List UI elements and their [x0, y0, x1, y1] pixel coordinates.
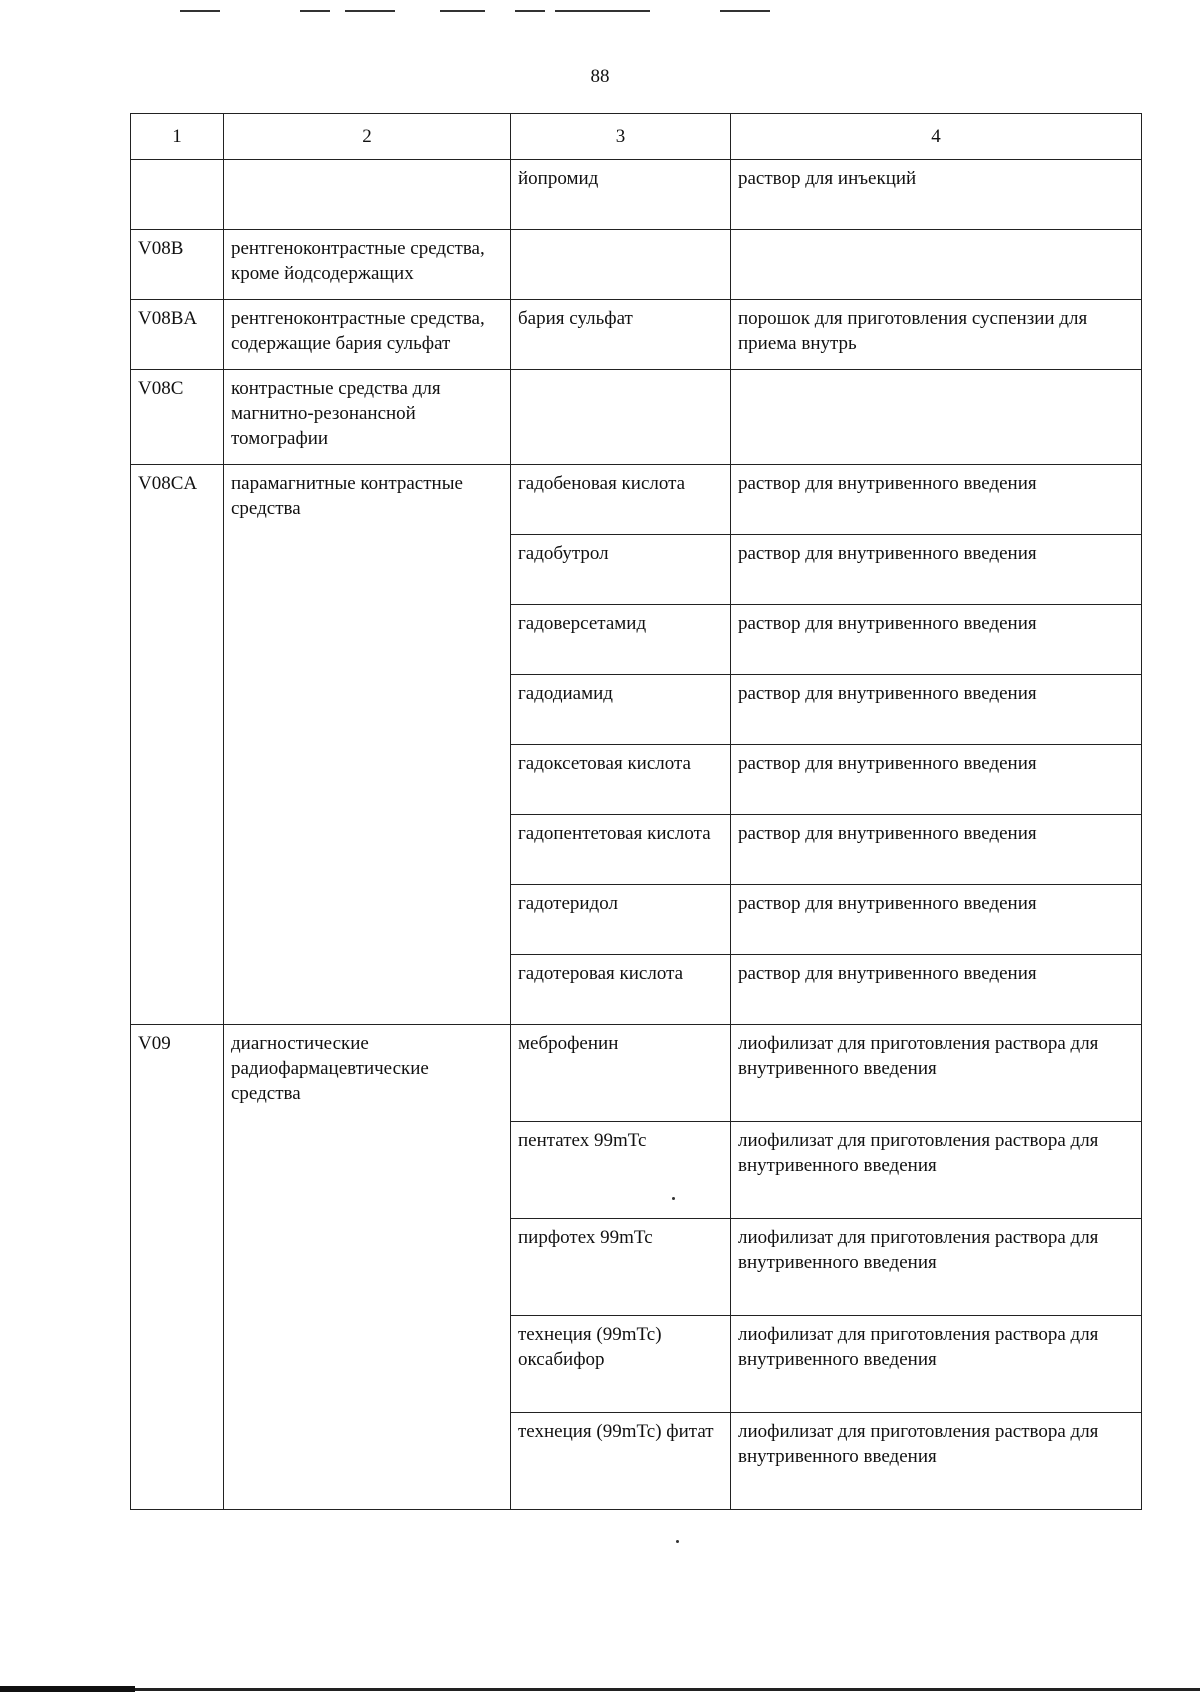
column-header: 2	[224, 114, 511, 160]
scan-artifact-line	[345, 10, 395, 12]
group-name-cell: парамагнитные контрастные средства	[224, 465, 511, 1025]
drug-name-cell	[511, 370, 731, 465]
page-number: 88	[590, 66, 610, 87]
drug-name-cell: гадодиамид	[511, 675, 731, 745]
scan-artifact-line	[515, 10, 545, 12]
group-name-cell: рентгеноконтрастные средства, кроме йодсодержащих	[224, 230, 511, 300]
drug-name-cell: гадотеридол	[511, 885, 731, 955]
column-header: 3	[511, 114, 731, 160]
drug-name-cell: пентатех 99mTc	[511, 1122, 731, 1219]
drug-name-cell: йопромид	[511, 160, 731, 230]
dosage-form-cell: раствор для внутривенного введения	[731, 675, 1142, 745]
drug-name-cell: гадотеровая кислота	[511, 955, 731, 1025]
scan-artifact-line	[555, 10, 650, 12]
dosage-form-cell: раствор для внутривенного введения	[731, 535, 1142, 605]
drug-name-cell: гадобутрол	[511, 535, 731, 605]
table-body	[131, 160, 1142, 1510]
atc-code-cell: V08B	[131, 230, 224, 300]
dosage-form-cell	[731, 370, 1142, 465]
dosage-form-cell: раствор для внутривенного введения	[731, 885, 1142, 955]
column-header: 1	[131, 114, 224, 160]
drug-name-cell: гадопентетовая кислота	[511, 815, 731, 885]
dosage-form-cell: раствор для внутривенного введения	[731, 815, 1142, 885]
group-name-cell	[224, 160, 511, 230]
drug-name-cell: меброфенин	[511, 1025, 731, 1122]
drug-table	[130, 113, 1142, 1510]
table-row	[131, 370, 1142, 465]
atc-code-cell: V08BA	[131, 300, 224, 370]
dosage-form-cell: лиофилизат для приготовления раствора для внутривенного введения	[731, 1122, 1142, 1219]
drug-name-cell: технеция (99mTc) фитат	[511, 1413, 731, 1510]
atc-code-cell: V09	[131, 1025, 224, 1510]
table-row	[131, 1025, 1142, 1122]
group-name-cell: диагностические радиофармацевтические средства	[224, 1025, 511, 1510]
drug-name-cell: бария сульфат	[511, 300, 731, 370]
drug-name-cell	[511, 230, 731, 300]
dosage-form-cell: раствор для внутривенного введения	[731, 605, 1142, 675]
dosage-form-cell: лиофилизат для приготовления раствора для внутривенного введения	[731, 1025, 1142, 1122]
atc-code-cell	[131, 160, 224, 230]
scan-speck	[676, 1540, 679, 1543]
dosage-form-cell: лиофилизат для приготовления раствора для внутривенного введения	[731, 1219, 1142, 1316]
scan-artifact-line	[440, 10, 485, 12]
scan-speck	[672, 1197, 675, 1200]
dosage-form-cell: раствор для внутривенного введения	[731, 955, 1142, 1025]
dosage-form-cell: раствор для внутривенного введения	[731, 745, 1142, 815]
dosage-form-cell: раствор для внутривенного введения	[731, 465, 1142, 535]
group-name-cell: контрастные средства для магнитно-резонансной томографии	[224, 370, 511, 465]
page-bottom-edge-thick	[0, 1686, 135, 1692]
column-header: 4	[731, 114, 1142, 160]
atc-code-cell: V08C	[131, 370, 224, 465]
table-row	[131, 160, 1142, 230]
drug-name-cell: технеция (99mTc) оксабифор	[511, 1316, 731, 1413]
dosage-form-cell	[731, 230, 1142, 300]
drug-name-cell: пирфотех 99mTc	[511, 1219, 731, 1316]
drug-name-cell: гадобеновая кислота	[511, 465, 731, 535]
dosage-form-cell: лиофилизат для приготовления раствора для внутривенного введения	[731, 1316, 1142, 1413]
page-bottom-edge	[0, 1688, 1200, 1691]
dosage-form-cell: порошок для приготовления суспензии для приема внутрь	[731, 300, 1142, 370]
dosage-form-cell: лиофилизат для приготовления раствора для внутривенного введения	[731, 1413, 1142, 1510]
table-row	[131, 300, 1142, 370]
table-row	[131, 465, 1142, 535]
dosage-form-cell: раствор для инъекций	[731, 160, 1142, 230]
scan-artifact-line	[720, 10, 770, 12]
scan-artifact-line	[180, 10, 220, 12]
atc-code-cell: V08CA	[131, 465, 224, 1025]
scan-artifact-line	[300, 10, 330, 12]
table-row	[131, 230, 1142, 300]
header-row	[131, 114, 1142, 160]
drug-name-cell: гадоксетовая кислота	[511, 745, 731, 815]
drug-name-cell: гадоверсетамид	[511, 605, 731, 675]
group-name-cell: рентгеноконтрастные средства, содержащие бария сульфат	[224, 300, 511, 370]
